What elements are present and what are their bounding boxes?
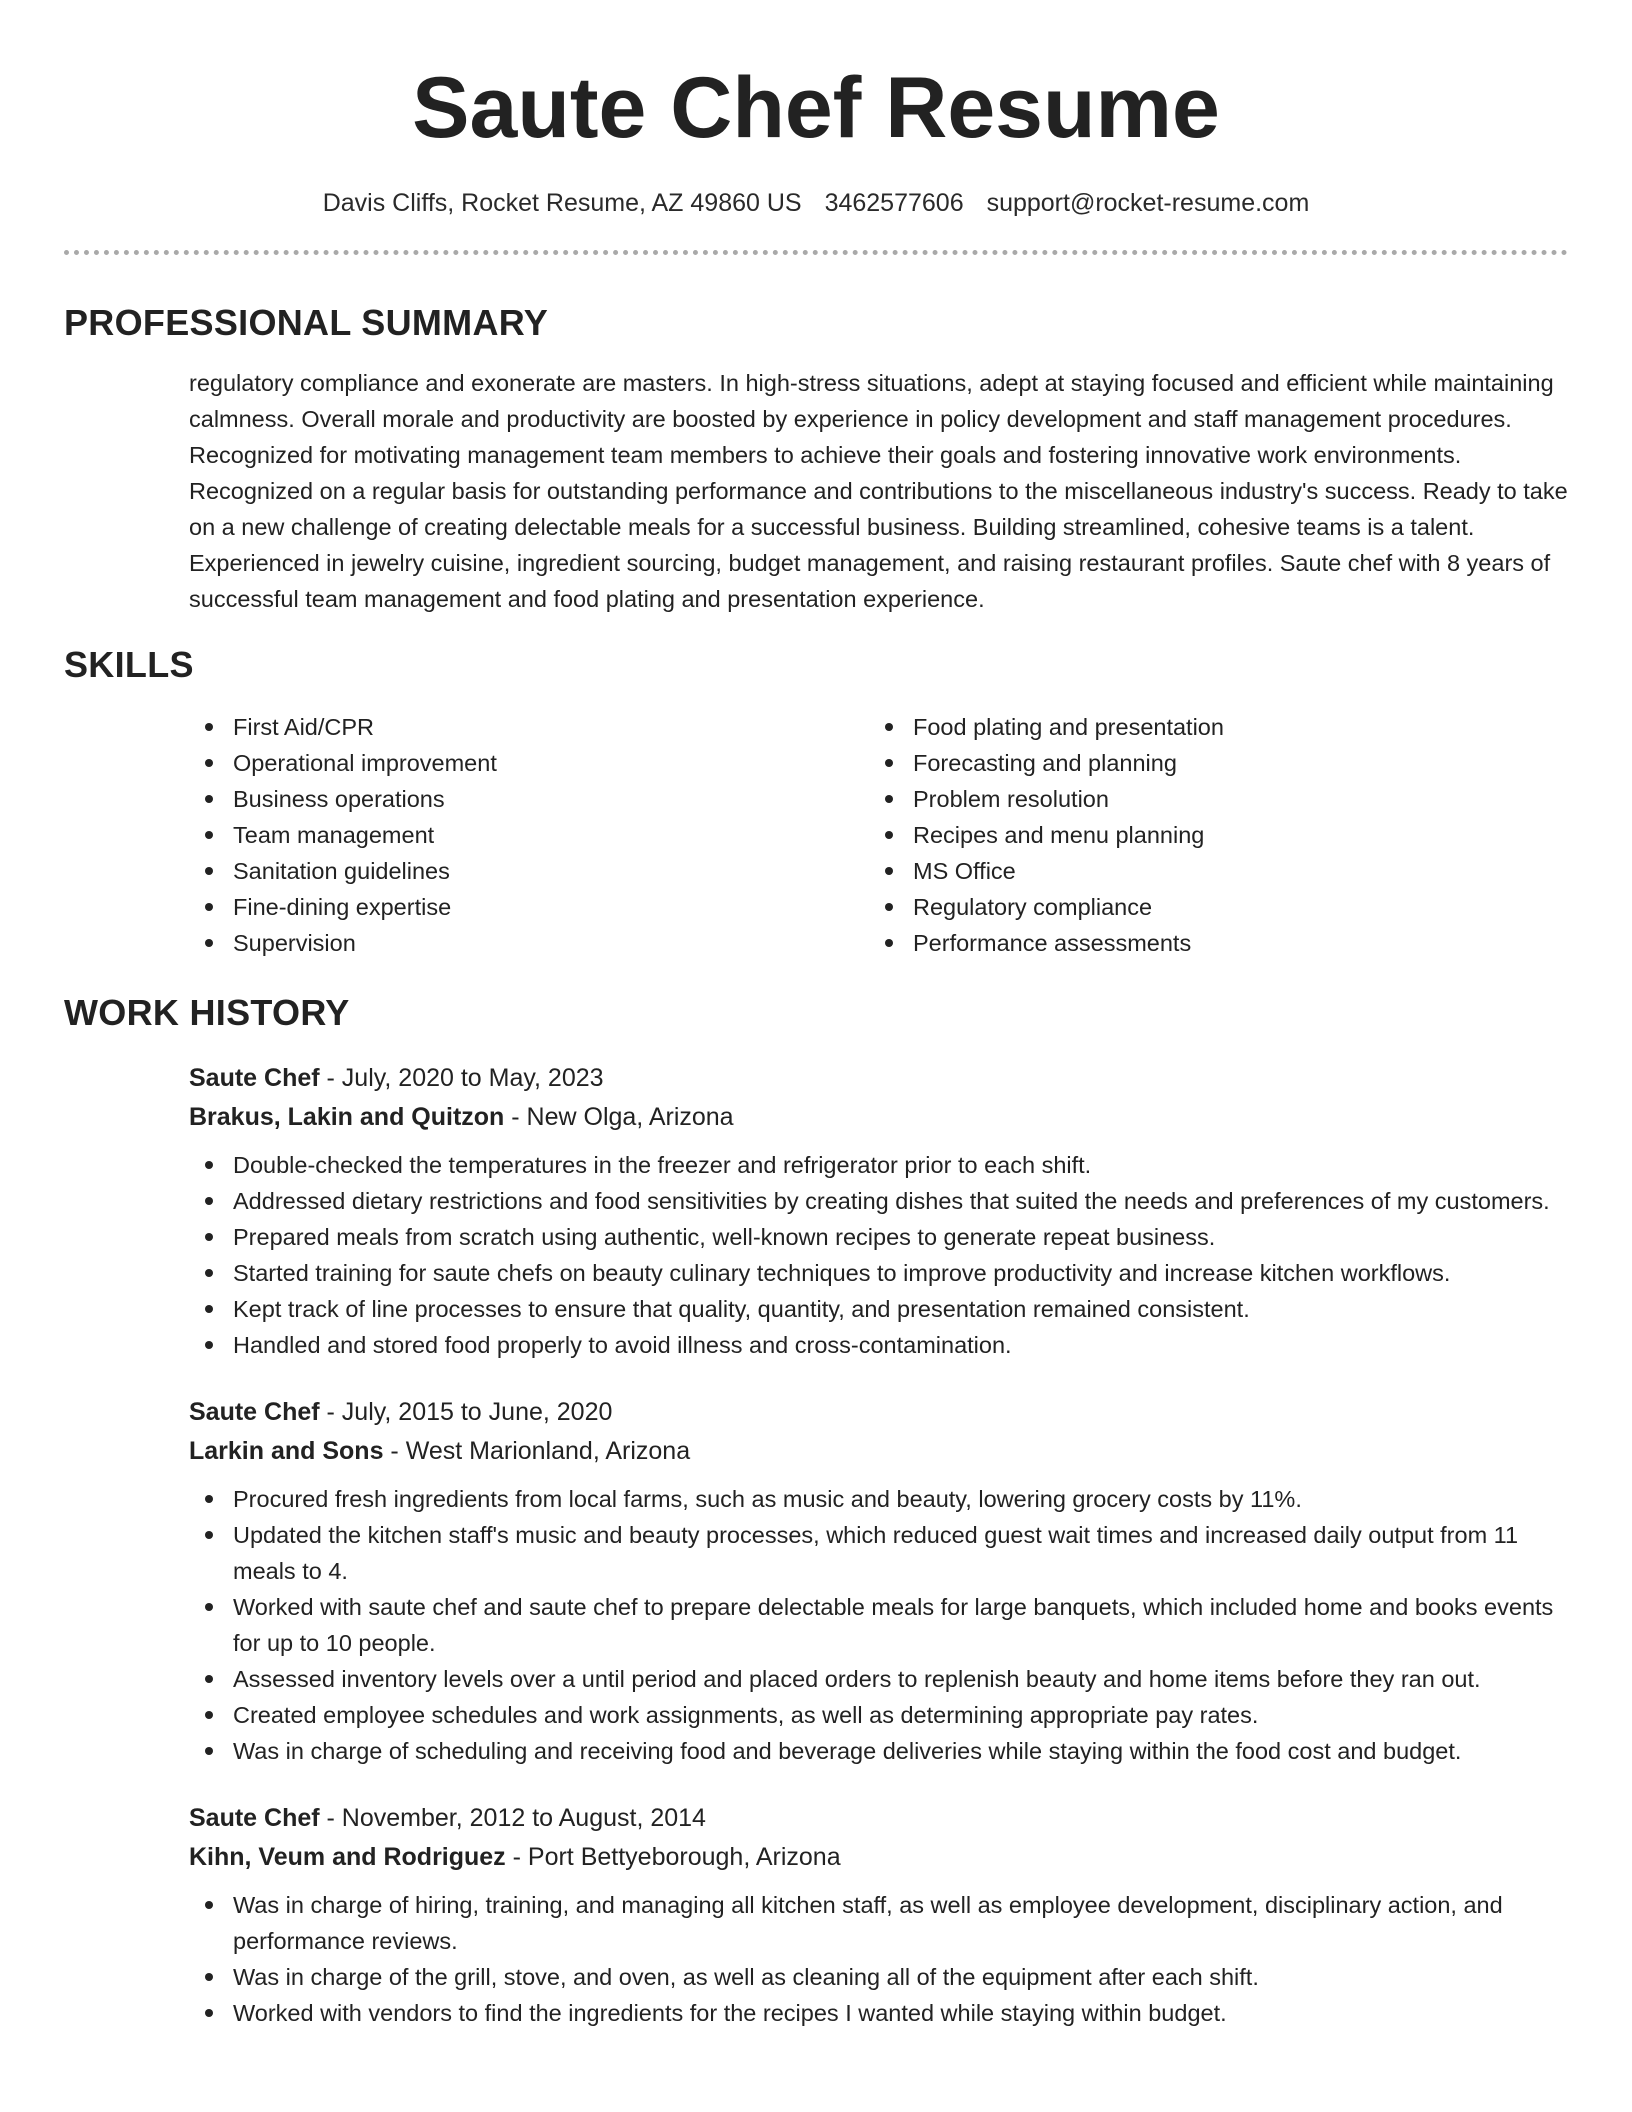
skill-item: Recipes and menu planning <box>869 817 1549 853</box>
summary-heading: PROFESSIONAL SUMMARY <box>64 302 549 343</box>
skill-item: Business operations <box>189 781 869 817</box>
contact-line <box>64 186 1568 220</box>
contact-phone: 3462577606 <box>824 189 964 217</box>
skill-item: Sanitation guidelines <box>189 853 869 889</box>
resume-title: Saute Chef Resume <box>412 60 1220 156</box>
job-bullets <box>189 1887 1568 2031</box>
contact-address: Davis Cliffs, Rocket Resume, AZ 49860 US <box>322 189 802 217</box>
job-location: - Port Bettyeborough, Arizona <box>505 1843 841 1871</box>
job-company: Brakus, Lakin and Quitzon <box>189 1103 505 1131</box>
job-title: Saute Chef <box>189 1398 320 1426</box>
job-title: Saute Chef <box>189 1804 320 1832</box>
skill-item: Forecasting and planning <box>869 745 1549 781</box>
job-bullet: Addressed dietary restrictions and food sensitivities by creating dishes that suited the needs and preferences of my customers. <box>189 1183 1568 1219</box>
skill-item: Regulatory compliance <box>869 889 1549 925</box>
skill-item: First Aid/CPR <box>189 709 869 745</box>
job-company: Larkin and Sons <box>189 1437 384 1465</box>
job-entry <box>189 1059 1568 1363</box>
job-bullet: Created employee schedules and work assignments, as well as determining appropriate pay rates. <box>189 1697 1568 1733</box>
job-bullet: Updated the kitchen staff's music and beauty processes, which reduced guest wait times and increased daily output from 11 meals to 4. <box>189 1517 1568 1589</box>
job-company-line <box>189 1838 1568 1877</box>
job-bullet: Double-checked the temperatures in the freezer and refrigerator prior to each shift. <box>189 1147 1568 1183</box>
job-title-line <box>189 1059 1568 1098</box>
job-company-line <box>189 1098 1568 1137</box>
job-bullets <box>189 1481 1568 1769</box>
job-bullet: Handled and stored food properly to avoid illness and cross-contamination. <box>189 1327 1568 1363</box>
job-bullet: Was in charge of hiring, training, and managing all kitchen staff, as well as employee development, disciplinary action, and performance reviews. <box>189 1887 1568 1959</box>
job-dates: - July, 2020 to May, 2023 <box>319 1064 604 1092</box>
job-bullets <box>189 1147 1568 1363</box>
resume-page <box>64 0 1568 2112</box>
job-title: Saute Chef <box>189 1064 320 1092</box>
job-company: Kihn, Veum and Rodriguez <box>189 1843 506 1871</box>
skills-heading: SKILLS <box>64 644 194 685</box>
skill-item: Supervision <box>189 925 869 961</box>
job-bullet: Was in charge of scheduling and receiving food and beverage deliveries while staying within the food cost and budget. <box>189 1733 1568 1769</box>
skills-column-left <box>189 709 869 961</box>
job-dates: - July, 2015 to June, 2020 <box>319 1398 613 1426</box>
header-divider <box>64 250 1568 255</box>
skill-item: Food plating and presentation <box>869 709 1549 745</box>
job-bullet: Prepared meals from scratch using authentic, well-known recipes to generate repeat business. <box>189 1219 1568 1255</box>
job-location: - West Marionland, Arizona <box>383 1437 691 1465</box>
job-bullet: Worked with vendors to find the ingredients for the recipes I wanted while staying within budget. <box>189 1995 1568 2031</box>
job-bullet: Was in charge of the grill, stove, and oven, as well as cleaning all of the equipment after each shift. <box>189 1959 1568 1995</box>
job-location: - New Olga, Arizona <box>504 1103 734 1131</box>
job-bullet: Worked with saute chef and saute chef to prepare delectable meals for large banquets, which included home and books events for up to 10 people. <box>189 1589 1568 1661</box>
job-bullet: Assessed inventory levels over a until period and placed orders to replenish beauty and home items before they ran out. <box>189 1661 1568 1697</box>
skills-list <box>189 709 1568 961</box>
job-title-line <box>189 1393 1568 1432</box>
job-bullet: Started training for saute chefs on beauty culinary techniques to improve productivity and increase kitchen workflows. <box>189 1255 1568 1291</box>
skill-item: Performance assessments <box>869 925 1549 961</box>
job-entry <box>189 1799 1568 2031</box>
job-entry <box>189 1393 1568 1769</box>
work-history-heading: WORK HISTORY <box>64 992 350 1033</box>
job-title-line <box>189 1799 1568 1838</box>
job-dates: - November, 2012 to August, 2014 <box>319 1804 706 1832</box>
skills-column-right <box>869 709 1549 961</box>
skill-item: Team management <box>189 817 869 853</box>
job-company-line <box>189 1432 1568 1471</box>
job-bullet: Kept track of line processes to ensure that quality, quantity, and presentation remained consistent. <box>189 1291 1568 1327</box>
contact-email: support@rocket-resume.com <box>986 189 1310 217</box>
skill-item: Operational improvement <box>189 745 869 781</box>
skill-item: Fine-dining expertise <box>189 889 869 925</box>
skill-item: MS Office <box>869 853 1549 889</box>
skill-item: Problem resolution <box>869 781 1549 817</box>
summary-text: regulatory compliance and exonerate are masters. In high-stress situations, adept at staying focused and efficient while maintaining calmness. Overall morale and productivity are boosted by experience in policy development and staff management procedures. Recognized for motivating management team members to achieve their goals and fostering innovative work environments. Recognized on a regular basis for outstanding performance and contributions to the miscellaneous industry's success. Ready to take on a new challenge of creating delectable meals for a successful business. Building streamlined, cohesive teams is a talent. Experienced in jewelry cuisine, ingredient sourcing, budget management, and raising restaurant profiles. Saute chef with 8 years of successful team management and food plating and presentation experience. <box>189 370 1568 612</box>
job-bullet: Procured fresh ingredients from local farms, such as music and beauty, lowering grocery costs by 11%. <box>189 1481 1568 1517</box>
